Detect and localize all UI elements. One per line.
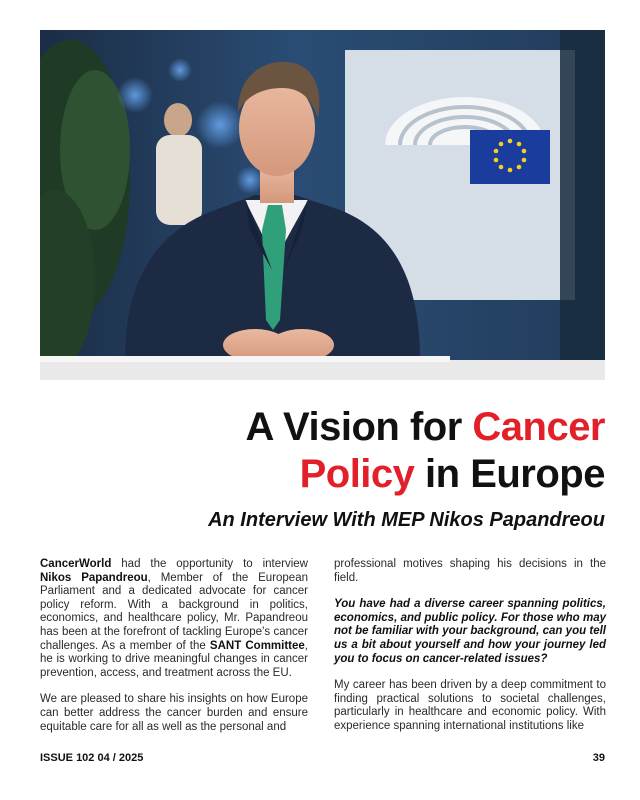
article-subtitle: An Interview With MEP Nikos Papandreou (208, 509, 605, 531)
title-line1-red: Cancer (472, 405, 605, 449)
interview-question: You have had a diverse career spanning politics, economics, and public policy. For those who may not be familiar with your background, can you tell us a bit about yourself and how your journey led you to focus on cancer-related issues? (334, 598, 606, 665)
right-column (334, 558, 606, 747)
issue-label: ISSUE 102 04 / 2025 (40, 752, 144, 764)
intro-text-2: , Member of the European Parliament and a dedicated advocate for cancer policy reform. With a background in politics, economics, and healthcare policy, Mr. Papandreou has been at the forefront of tackling Europe’s cancer challenges. As a member of the (40, 571, 308, 652)
continued-paragraph: professional motives shaping his decisions in the field. (334, 558, 606, 584)
interviewee-name: Nikos Papandreou (40, 571, 148, 584)
title-line1-black: A Vision for (245, 405, 473, 449)
title-line2-black: in Europe (414, 452, 605, 496)
publication-name: CancerWorld (40, 558, 112, 570)
hero-photo (40, 30, 605, 380)
intro-paragraph (40, 558, 308, 680)
second-paragraph: We are pleased to share his insights on how Europe can better address the cancer burden and ensure equitable care for all as well as the personal and (40, 693, 308, 733)
intro-text-3: , he is working to drive meaningful changes in cancer prevention, access, and treatment across the EU. (40, 639, 308, 679)
committee-name: SANT Committee (209, 639, 305, 652)
page-number: 39 (592, 752, 605, 764)
title-line-1 (40, 404, 605, 451)
answer-paragraph: My career has been driven by a deep commitment to finding practical solutions to societal challenges, particularly in healthcare and economic policy. With experience spanning international institutions like (334, 679, 606, 732)
left-column (40, 558, 308, 747)
article-title (40, 404, 605, 498)
title-line-2 (40, 451, 605, 498)
title-line2-red: Policy (299, 452, 415, 496)
intro-text-1: had the opportunity to interview (111, 558, 308, 570)
